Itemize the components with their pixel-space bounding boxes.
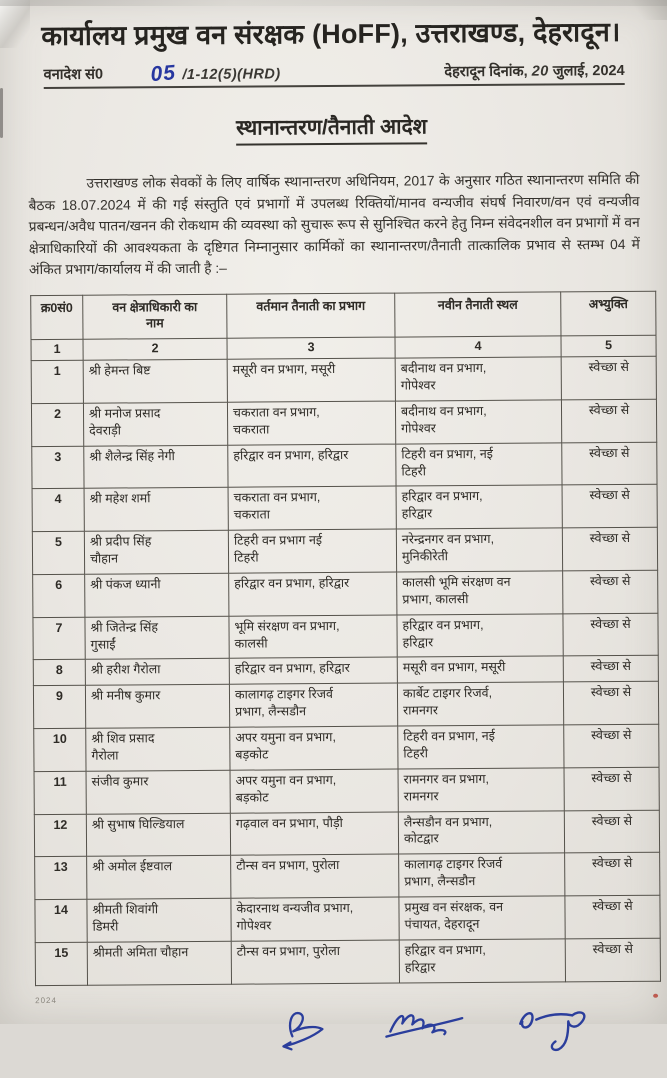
column-number: 1 — [31, 340, 83, 361]
cell-current-posting: अपर यमुना वन प्रभाग, बड़कोट — [230, 726, 398, 770]
cell-new-posting: टिहरी वन प्रभाग, नई टिहरी — [398, 725, 564, 769]
cell-remark: स्वेच्छा से — [565, 895, 660, 938]
cell-sno: 14 — [35, 899, 87, 942]
cell-new-posting: बदीनाथ वन प्रभाग, गोपेश्वर — [395, 357, 561, 401]
order-number-group — [43, 61, 281, 87]
cell-current-posting: हरिद्वार वन प्रभाग, हरिद्वार — [229, 572, 397, 616]
table-row — [33, 682, 658, 729]
table-row — [31, 399, 656, 446]
cell-name: श्री हरीश गैरोला — [85, 659, 229, 686]
cell-remark: स्वेच्छा से — [563, 613, 658, 656]
cell-sno: 6 — [33, 574, 85, 617]
cell-name: श्री अमोल ईष्टवाल — [87, 856, 231, 900]
table-row — [31, 356, 656, 403]
cell-current-posting: टौन्स वन प्रभाग, पुरोला — [231, 940, 399, 984]
table-row — [32, 485, 657, 532]
cell-new-posting: हरिद्वार वन प्रभाग, हरिद्वार — [396, 485, 562, 529]
cell-current-posting: भूमि संरक्षण वन प्रभाग, कालसी — [229, 615, 397, 659]
table-row — [34, 767, 659, 814]
cell-name: श्री मनीष कुमार — [85, 685, 229, 729]
signatures-row — [276, 1002, 604, 1058]
cell-new-posting: कालसी भूमि संरक्षण वन प्रभाग, कालसी — [397, 571, 563, 615]
cell-new-posting: रामनगर वन प्रभाग, रामनगर — [398, 768, 564, 812]
cell-remark: स्वेच्छा से — [563, 656, 658, 683]
place-date-group — [444, 60, 624, 81]
cell-sno: 3 — [32, 446, 84, 489]
cell-name: संजीव कुमार — [86, 770, 230, 814]
order-no-handwritten: 05 — [150, 61, 178, 87]
cell-sno: 11 — [34, 771, 86, 814]
cell-sno: 4 — [32, 489, 84, 532]
cell-name: श्री मनोज प्रसाद देवराड़ी — [83, 402, 227, 446]
column-number: 3 — [227, 337, 395, 359]
cell-sno: 15 — [35, 942, 87, 985]
cell-current-posting: चकराता वन प्रभाग, चकराता — [227, 401, 395, 445]
table-head — [31, 291, 656, 340]
cell-sno: 8 — [33, 660, 85, 686]
cell-current-posting: टिहरी वन प्रभाग नई टिहरी — [228, 529, 396, 573]
document-footer — [4, 983, 667, 1078]
cell-remark: स्वेच्छा से — [564, 767, 659, 810]
cell-current-posting: मसूरी वन प्रभाग, मसूरी — [227, 358, 395, 402]
column-header: वर्तमान तैनाती का प्रभाग — [227, 293, 395, 339]
date-rest: जुलाई, 2024 — [552, 62, 625, 80]
column-header: अभ्युक्ति — [561, 291, 656, 336]
cell-remark: स्वेच्छा से — [561, 356, 656, 399]
table-row — [34, 724, 659, 771]
cell-sno: 9 — [33, 686, 85, 729]
cell-name: श्री प्रदीप सिंह चौहान — [84, 530, 228, 574]
cell-name: श्री शैलेन्द्र सिंह नेगी — [84, 445, 228, 489]
date-day-handwritten: 20 — [531, 63, 549, 80]
cell-remark: स्वेच्छा से — [564, 810, 659, 853]
cell-current-posting: गढ़वाल वन प्रभाग, पौड़ी — [230, 812, 398, 856]
cell-remark: स्वेच्छा से — [563, 682, 658, 725]
cell-remark: स्वेच्छा से — [562, 527, 657, 570]
table-row — [35, 895, 660, 942]
transfer-table — [30, 290, 661, 985]
cell-remark: स्वेच्छा से — [561, 399, 656, 442]
cell-current-posting: हरिद्वार वन प्रभाग, हरिद्वार — [228, 444, 396, 488]
order-no-suffix: /1-12(5)(HRD) — [182, 66, 281, 84]
cell-name: श्री सुभाष घिल्डियाल — [86, 813, 230, 857]
table-row — [35, 938, 660, 985]
cell-remark: स्वेच्छा से — [563, 570, 658, 613]
document-title: स्थानान्तरण/तैनाती आदेश — [236, 112, 427, 145]
handwritten-signature-1 — [276, 1004, 340, 1052]
ink-speck — [653, 993, 658, 997]
cell-current-posting: टौन्स वन प्रभाग, पुरोला — [231, 854, 399, 898]
cell-sno: 13 — [35, 857, 87, 900]
cell-new-posting: प्रमुख वन संरक्षक, वन पंचायत, देहरादून — [399, 896, 565, 940]
cell-name: श्रीमती अमिता चौहान — [87, 941, 231, 985]
cell-new-posting: लैन्सडौन वन प्रभाग, कोटद्वार — [398, 810, 564, 854]
cell-new-posting: हरिद्वार वन प्रभाग, हरिद्वार — [399, 939, 565, 983]
cell-new-posting: टिहरी वन प्रभाग, नई टिहरी — [396, 443, 562, 487]
cell-current-posting: अपर यमुना वन प्रभाग, बड़कोट — [230, 769, 398, 813]
cell-current-posting: कालागढ़ टाइगर रिजर्व प्रभाग, लैन्सडौन — [229, 683, 397, 727]
cell-remark: स्वेच्छा से — [565, 938, 660, 981]
cell-remark: स्वेच्छा से — [562, 485, 657, 528]
cell-current-posting: हरिद्वार वन प्रभाग, हरिद्वार — [229, 658, 397, 685]
handwritten-signature-3 — [508, 1002, 604, 1057]
table-row — [35, 853, 660, 900]
column-header: वन क्षेत्राधिकारी का नाम — [83, 294, 227, 340]
cell-sno: 2 — [31, 403, 83, 446]
cell-current-posting: चकराता वन प्रभाग, चकराता — [228, 487, 396, 531]
cell-name: श्रीमती शिवांगी डिमरी — [87, 898, 231, 942]
body-paragraph: उत्तराखण्ड लोक सेवकों के लिए वार्षिक स्थानान्तरण अधिनियम, 2017 के अनुसार गठित स्थानान्तरण समिति की बैठक 18.07.2024 में की गई संस्तुति एवं प्रभागों में उपलब्ध रिक्तियों/मानव वन्यजीव संघर्ष निवारण/वन एवं वन्यजीव प्रबन्धन/अवैध पातन/खनन की रोकथाम की व्यवस्था को सुचारू रूप से सुनिश्चित करने हेतु निम्न संवेदनशील वन प्रभागों में वन क्षेत्राधिकारियों की आवश्यकता के दृष्टिगत निम्नानुसार कार्मिकों का स्थानान्तरण/तैनाती तात्कालिक प्रभाव से स्तम्भ 04 में अंकित प्रभाग/कार्यालय में की जाती है :– — [28, 171, 640, 278]
column-number: 2 — [83, 339, 227, 361]
table-row — [34, 810, 659, 857]
cell-new-posting: नरेन्द्रनगर वन प्रभाग, मुनिकीरेती — [396, 528, 562, 572]
column-number: 4 — [395, 336, 561, 358]
cell-remark: स्वेच्छा से — [562, 442, 657, 485]
cell-name: श्री शिव प्रसाद गैरोला — [86, 727, 230, 771]
cell-sno: 7 — [33, 617, 85, 660]
cell-current-posting: केदारनाथ वन्यजीव प्रभाग, गोपेश्वर — [231, 897, 399, 941]
table-header-row — [31, 291, 656, 340]
cell-sno: 12 — [34, 814, 86, 857]
table-row — [32, 527, 657, 574]
cell-remark: स्वेच्छा से — [565, 853, 660, 896]
table-row — [32, 442, 657, 489]
cell-sno: 1 — [31, 360, 83, 403]
document-title-wrap — [0, 111, 665, 148]
cell-new-posting: हरिद्वार वन प्रभाग, हरिद्वार — [397, 614, 563, 658]
cell-new-posting: मसूरी वन प्रभाग, मसूरी — [397, 656, 563, 683]
column-header: क्र0सं0 — [31, 295, 83, 340]
column-header: नवीन तैनाती स्थल — [395, 291, 561, 337]
cell-remark: स्वेच्छा से — [564, 724, 659, 767]
table-body — [31, 336, 660, 986]
column-number: 5 — [561, 336, 656, 358]
cell-name: श्री जितेन्द्र सिंह गुसाईं — [85, 616, 229, 660]
margin-note: 2024 — [35, 995, 57, 1005]
order-no-label: वनादेश सं0 — [43, 66, 104, 84]
office-title: कार्यालय प्रमुख वन संरक्षक (HoFF), उत्तराखण्ड, देहरादून। — [41, 16, 621, 52]
cell-sno: 10 — [34, 728, 86, 771]
place-date-label: देहरादून दिनांक, — [444, 63, 528, 81]
cell-name: श्री महेश शर्मा — [84, 488, 228, 532]
order-number-line — [44, 59, 625, 89]
cell-name: श्री हेमन्त बिष्ट — [83, 359, 227, 403]
cell-new-posting: कालागढ़ टाइगर रिजर्व प्रभाग, लैन्सडौन — [399, 853, 565, 897]
cell-name: श्री पंकज ध्यानी — [85, 573, 229, 617]
table-row — [33, 570, 658, 617]
cell-new-posting: बदीनाथ वन प्रभाग, गोपेश्वर — [395, 400, 561, 444]
cell-new-posting: कार्बेट टाइगर रिजर्व, रामनगर — [397, 682, 563, 726]
cell-sno: 5 — [32, 531, 84, 574]
table-row — [33, 613, 658, 660]
